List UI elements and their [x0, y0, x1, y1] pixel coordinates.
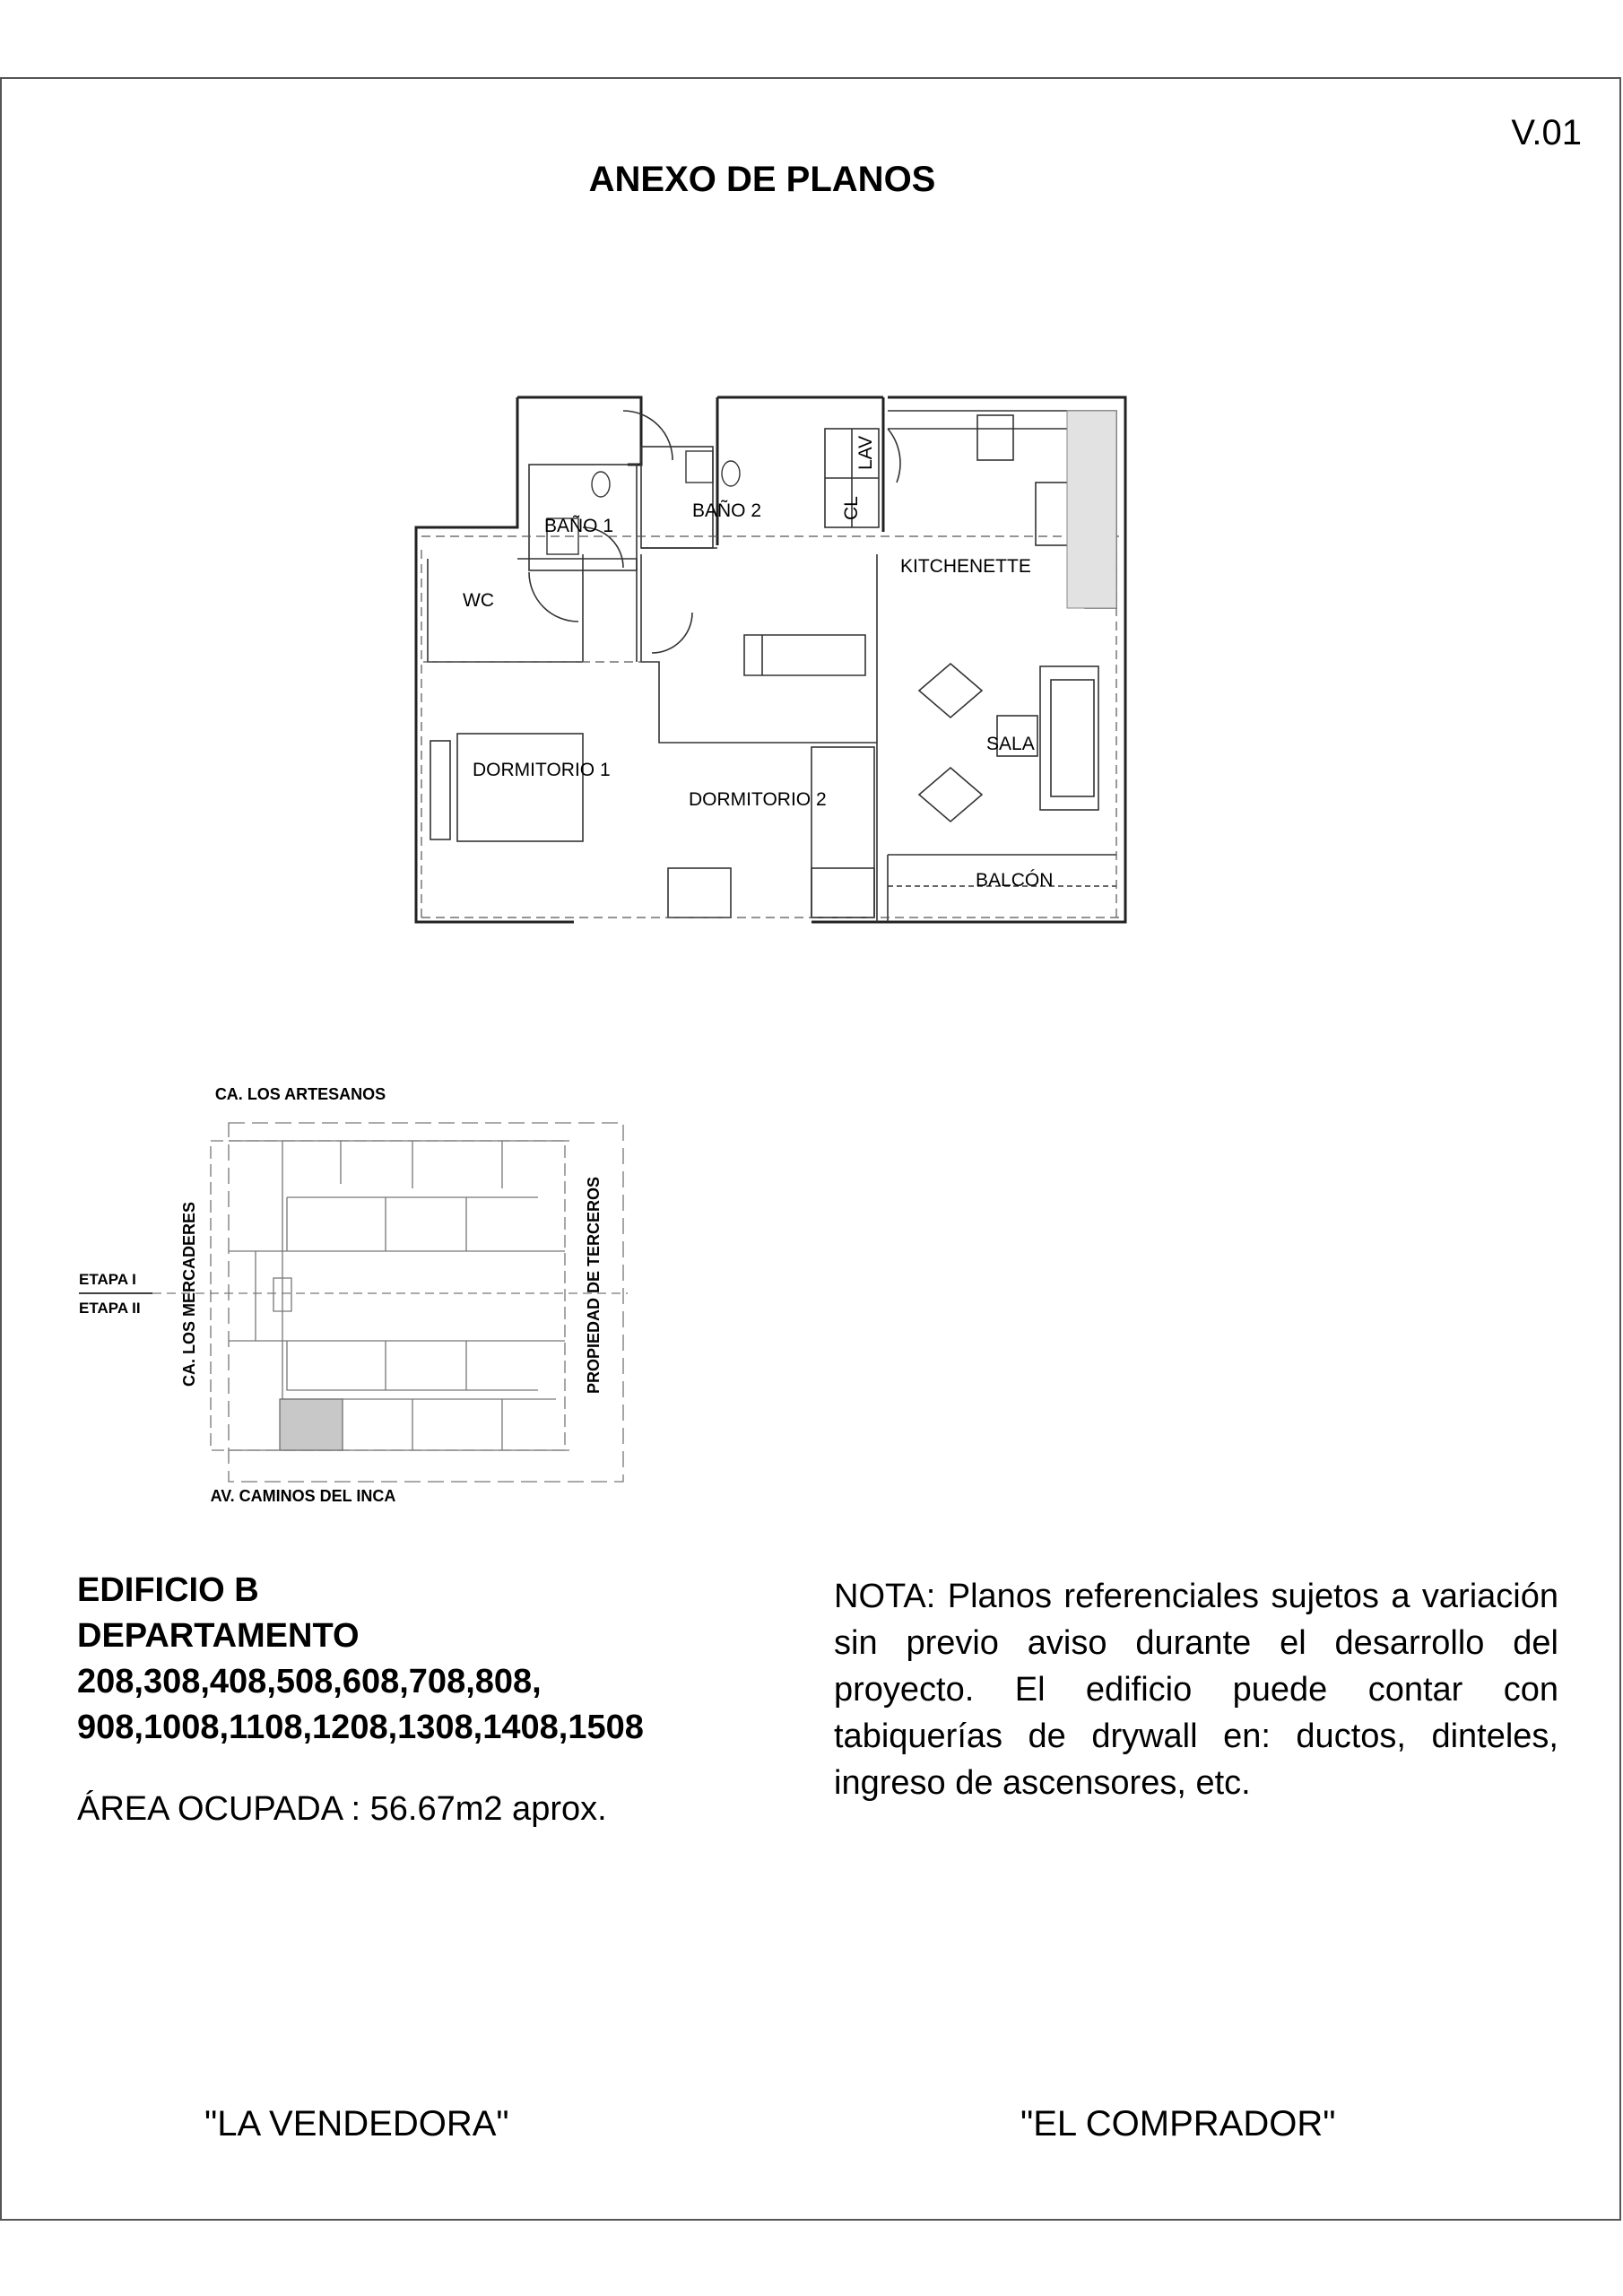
- room-lav: LAV: [855, 435, 876, 470]
- site-south-label: AV. CAMINOS DEL INCA: [210, 1487, 396, 1505]
- room-kitchenette: KITCHENETTE: [900, 556, 1031, 577]
- room-dormitorio2: DORMITORIO 2: [689, 789, 827, 810]
- department-numbers-2: 908,1008,1108,1208,1308,1408,1508: [77, 1709, 644, 1746]
- title-text: ANEXO DE PLANOS: [588, 160, 936, 199]
- site-west-label: CA. LOS MERCADERES: [180, 1201, 198, 1387]
- area-label: ÁREA OCUPADA : 56.67m2 aprox.: [77, 1790, 607, 1828]
- room-wc: WC: [463, 590, 494, 611]
- seller-signature: "LA VENDEDORA": [204, 2104, 509, 2144]
- room-bano2: BAÑO 2: [692, 500, 762, 521]
- page-title: [0, 160, 1623, 200]
- site-east-label: PROPIEDAD DE TERCEROS: [585, 1176, 603, 1395]
- department-numbers-1: 208,308,408,508,608,708,808,: [77, 1663, 542, 1700]
- buyer-signature: "EL COMPRADOR": [1020, 2104, 1336, 2144]
- etapa1-label: ETAPA I: [79, 1271, 136, 1288]
- site-plan: [54, 1076, 699, 1525]
- room-cl: CL: [841, 496, 862, 520]
- department-label: DEPARTAMENTO: [77, 1617, 360, 1655]
- nota-text: NOTA: Planos referenciales sujetos a variación sin previo aviso durante el desarrollo del proyecto. El edificio puede contar con tabiquerías de drywall en: ductos, dinteles, ingreso de ascensores, etc.: [834, 1578, 1558, 1802]
- floor-plan: [404, 393, 1139, 931]
- room-sala: SALA: [986, 734, 1035, 754]
- room-balcon: BALCÓN: [976, 870, 1054, 891]
- etapa2-label: ETAPA II: [79, 1300, 141, 1317]
- site-north-label: CA. LOS ARTESANOS: [214, 1085, 386, 1103]
- room-dormitorio1: DORMITORIO 1: [473, 760, 611, 780]
- room-bano1: BAÑO 1: [544, 516, 614, 536]
- building-label: EDIFICIO B: [77, 1571, 259, 1609]
- unit-info: [77, 1568, 794, 1829]
- version-label: V.01: [1511, 113, 1582, 152]
